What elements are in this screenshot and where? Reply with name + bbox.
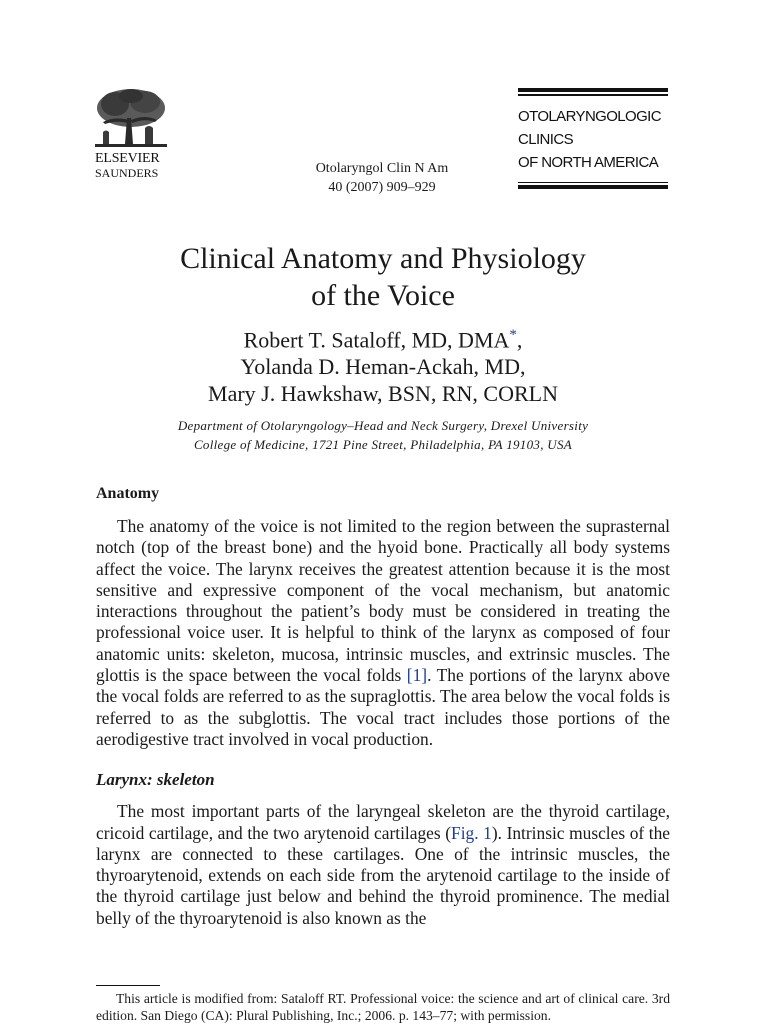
author-1-suffix: , — [516, 327, 523, 353]
brand-top-rule-thin — [518, 94, 668, 96]
brand-bottom-rule-thin — [518, 182, 668, 184]
skeleton-text-b: ). Intrinsic muscles of the larynx are connected to these cartilages. One of the intrinsic muscles, the thyroarytenoid, extends on each side from the arytenoid cartilage to the inside of the thyroid cartilage just below and behind the thyroid prominence. The medial belly of the thyroarytenoid is also known as the — [96, 822, 671, 928]
author-3: Mary J. Hawkshaw, BSN, RN, CORLN — [208, 381, 558, 407]
publisher-logo[interactable] — [95, 88, 170, 180]
anatomy-text-b: . The portions of the larynx above the vocal folds are referred to as the supraglottis. The area below the vocal folds is referred to as the subglottis. The vocal tract includes those portions of the aerodigestive tract involved in vocal production. — [96, 665, 670, 749]
figure-link-1[interactable]: Fig. 1 — [451, 822, 492, 843]
author-2: Yolanda D. Heman-Ackah, MD, — [240, 354, 526, 380]
title-line-2: of the Voice — [311, 279, 455, 312]
author-1 — [96, 322, 670, 353]
skeleton-paragraph — [96, 801, 670, 929]
footnote-divider — [96, 985, 160, 986]
journal-volume-pages: 40 (2007) 909–929 — [328, 180, 436, 195]
brand-line-1: OTOLARYNGOLOGIC — [518, 107, 661, 125]
affiliation-line-2: College of Medicine, 1721 Pine Street, Philadelphia, PA 19103, USA — [193, 437, 573, 453]
reference-link-1[interactable]: [1] — [406, 665, 428, 686]
skeleton-text-a: The most important parts of the laryngeal skeleton are the thyroid cartilage, cricoid cartilage, and the two arytenoid cartilages ( — [96, 801, 670, 843]
article-title-block — [96, 240, 670, 454]
corresponding-author-marker[interactable]: * — [509, 327, 517, 343]
brand-line-3: OF NORTH AMERICA — [518, 153, 659, 171]
footnote: This article is modified from: Sataloff RT. Professional voice: the science and art of clinical care. 3rd edition. San Diego (CA): Plural Publishing, Inc.; 2006. p. 143–77; with permission. — [96, 991, 670, 1023]
brand-bottom-rule — [518, 185, 668, 189]
anatomy-paragraph — [96, 516, 670, 750]
article-body — [96, 483, 670, 929]
elsevier-tree-icon — [95, 88, 167, 150]
publisher-name: ELSEVIER — [95, 151, 160, 166]
brand-line-2: CLINICS — [518, 130, 573, 148]
journal-abbrev: Otolaryngol Clin N Am — [315, 161, 449, 176]
title-line-1: Clinical Anatomy and Physiology — [180, 242, 586, 275]
brand-top-rule — [518, 88, 668, 92]
subsection-heading-skeleton: Larynx: skeleton — [96, 770, 215, 790]
affiliation-line-1: Department of Otolaryngology–Head and Neck Surgery, Drexel University — [177, 418, 589, 434]
author-1-name: Robert T. Sataloff, MD, DMA — [243, 327, 510, 353]
section-heading-anatomy: Anatomy — [96, 485, 160, 502]
article-title — [96, 240, 670, 314]
affiliation — [96, 416, 670, 454]
author-list — [96, 322, 670, 407]
journal-brand[interactable] — [518, 88, 668, 189]
journal-citation — [297, 159, 467, 197]
publisher-imprint: SAUNDERS — [95, 166, 159, 180]
page-header — [0, 0, 768, 200]
anatomy-text-a: The anatomy of the voice is not limited to the region between the suprasternal notch (top of the breast bone) and the hyoid bone. Practically all body systems affect the voice. The larynx receives the greatest attention because it is the most sensitive and expressive component of the vocal mechanism, but anatomic interactions throughout the patient’s body must be considered in treating the professional voice user. It is helpful to think of the larynx as composed of four anatomic units: skeleton, mucosa, intrinsic muscles, and extrinsic muscles. The glottis is the space between the vocal folds — [96, 516, 670, 686]
